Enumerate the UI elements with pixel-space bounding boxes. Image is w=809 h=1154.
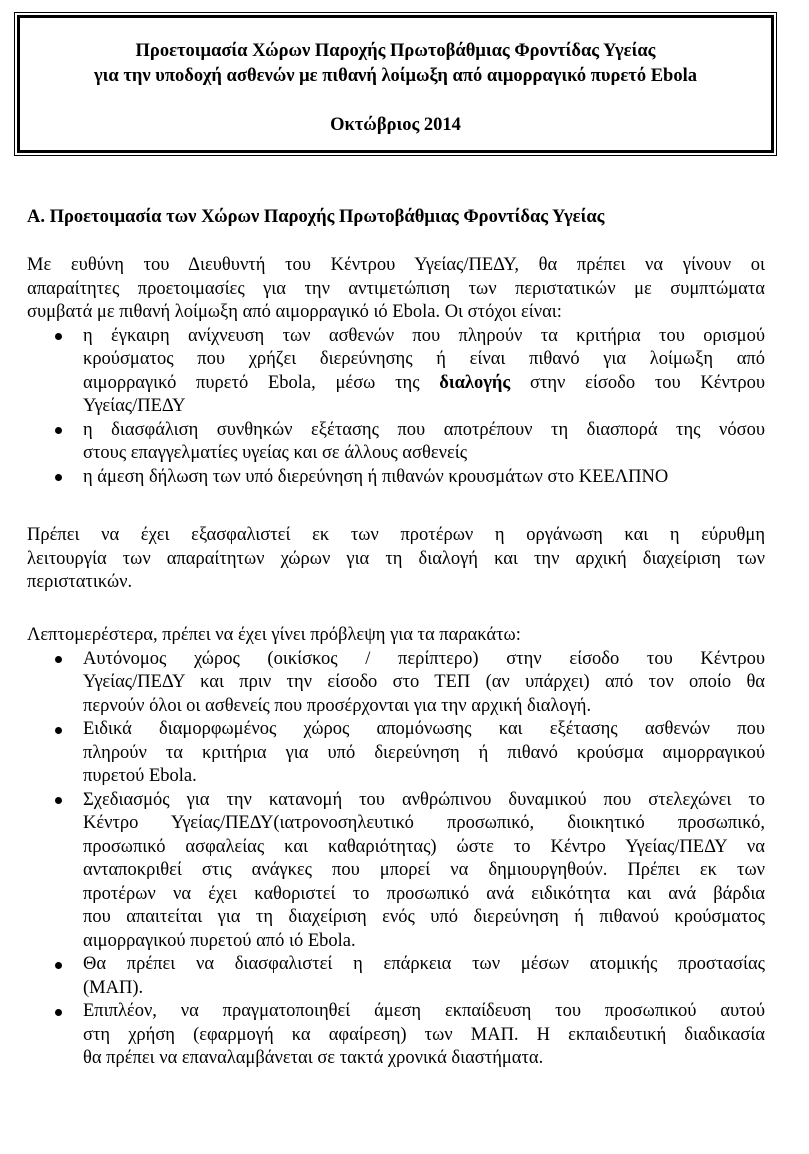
text-line: πυρετού Ebola. xyxy=(83,766,197,786)
section-a-heading: Α. Προετοιμασία των Χώρων Παροχής Πρωτοβάθμιας Φροντίδας Υγείας xyxy=(27,207,605,227)
text-line: η άμεση δήλωση των υπό διερεύνηση ή πιθανών κρουσμάτων στο ΚΕΕΛΠΝΟ xyxy=(83,466,669,487)
list-item xyxy=(27,648,765,719)
text-line: συμβατά με πιθανή λοίμωξη από αιμορραγικό ιό Ebola. Οι στόχοι είναι: xyxy=(27,302,562,322)
bullet-icon xyxy=(55,474,62,481)
text-line: πληρούν τα κριτήρια για υπό διερεύνηση ή πιθανό κρούσμα αιμορραγικού xyxy=(83,742,765,763)
text-line: λειτουργία των απαραίτητων χώρων για τη διαλογή και την αρχική διαχείριση των xyxy=(27,548,765,569)
text-line: στους επαγγελματίες υγείας και σε άλλους ασθενείς xyxy=(83,443,468,463)
text-line: που απαιτείται για τη διαχείριση ενός υπό διερεύνηση ή πιθανού κρούσματος xyxy=(83,907,765,927)
text-line: η διασφάλιση συνθηκών εξέτασης που αποτρέπουν τη διασπορά της νόσου xyxy=(83,419,765,440)
text-line: Ειδικά διαμορφωμένος χώρος απομόνωσης και εξέτασης ασθενών που xyxy=(83,719,765,739)
document-title-line-2: για την υποδοχή ασθενών με πιθανή λοίμωξη από αιμορραγικό πυρετό Ebola xyxy=(94,66,697,86)
list-item xyxy=(27,953,765,1000)
list-item xyxy=(27,718,765,789)
text-line: προσωπικό ασφαλείας και καθαριότητας) ώστε το Κέντρο Υγείας/ΠΕΔΥ να xyxy=(83,836,765,857)
bullet-icon xyxy=(55,962,62,969)
details-block xyxy=(27,624,765,1071)
details-list xyxy=(27,648,765,1071)
text-line: Υγείας/ΠΕΔΥ xyxy=(83,396,186,416)
text-line: ανταποκριθεί στις ανάγκες που μπορεί να δημιουργηθούν. Πρέπει εκ των xyxy=(83,860,765,880)
text-line: κρούσματος που χρήζει διερεύνησης ή είναι πιθανό για λοίμωξη από xyxy=(83,349,765,369)
text-line: Με ευθύνη του Διευθυντή του Κέντρου Υγείας/ΠΕΔΥ, θα πρέπει να γίνουν οι xyxy=(27,255,765,275)
bullet-icon xyxy=(55,656,62,663)
list-item xyxy=(27,1000,765,1071)
text-line: Επιπλέον, να πραγματοποιηθεί άμεση εκπαίδευση του προσωπικού αυτού xyxy=(83,1001,765,1021)
text-line: περνούν όλοι οι ασθενείς που προσέρχονται για την αρχική διαλογή. xyxy=(83,695,592,716)
text-line: Αυτόνομος χώρος (οικίσκος / περίπτερο) στην είσοδο του Κέντρου xyxy=(83,648,765,669)
text-line: στη χρήση (εφαρμογή κα αφαίρεση) των ΜΑΠ. Η εκπαιδευτική διαδικασία xyxy=(83,1024,765,1045)
details-intro xyxy=(27,624,765,648)
intro-paragraph xyxy=(27,254,765,325)
bullet-icon xyxy=(55,727,62,734)
text-line: αιμορραγικού πυρετού από ιό Ebola. xyxy=(83,930,356,951)
goals-list xyxy=(27,325,765,490)
text-fragment: στην είσοδο του Κέντρου xyxy=(510,372,766,393)
intro-block xyxy=(27,254,765,489)
text-line: θα πρέπει να επαναλαμβάνεται σε τακτά χρονικά διαστήματα. xyxy=(83,1048,544,1068)
bullet-icon xyxy=(55,333,62,340)
text-line: απαραίτητες προετοιμασίες για την αντιμετώπιση των περιστατικών με συμπτώματα xyxy=(27,278,765,299)
list-item xyxy=(27,789,765,954)
document-title-line-1: Προετοιμασία Χώρων Παροχής Πρωτοβάθμιας Φροντίδας Υγείας xyxy=(135,41,656,61)
list-item xyxy=(27,325,765,419)
bullet-icon xyxy=(55,797,62,804)
bullet-icon xyxy=(55,427,62,434)
text-line: η έγκαιρη ανίχνευση των ασθενών που πληρούν τα κριτήρια του ορισμού xyxy=(83,325,765,346)
list-item xyxy=(27,419,765,466)
text-line: προτέρων να έχει καθοριστεί το προσωπικό ανά ειδικότητα και ανά βάρδια xyxy=(83,883,765,904)
list-item xyxy=(27,466,765,490)
text-line: Θα πρέπει να διασφαλιστεί η επάρκεια των μέσων ατομικής προστασίας xyxy=(83,954,765,974)
text-line: Λεπτομερέστερα, πρέπει να έχει γίνει πρόβλεψη για τα παρακάτω: xyxy=(27,625,521,645)
text-line: Κέντρο Υγείας/ΠΕΔΥ(ιατρονοσηλευτικό προσωπικό, διοικητικό προσωπικό, xyxy=(83,813,765,833)
text-line: Πρέπει να έχει εξασφαλιστεί εκ των προτέρων η οργάνωση και η εύρυθμη xyxy=(27,525,765,545)
bullet-icon xyxy=(55,1009,62,1016)
text-line: περιστατικών. xyxy=(27,572,133,592)
organization-block xyxy=(27,524,765,595)
title-box xyxy=(17,15,774,153)
document-date: Οκτώβριος 2014 xyxy=(330,115,461,135)
text-line: (ΜΑΠ). xyxy=(83,977,144,998)
text-line xyxy=(83,372,765,396)
text-line: Υγείας/ΠΕΔΥ και πριν την είσοδο στο ΤΕΠ (αν υπάρχει) από τον οποίο θα xyxy=(83,672,765,692)
text-fragment: αιμορραγικό πυρετό Ebola, μέσω της xyxy=(83,372,440,393)
text-line: Σχεδιασμός για την κατανομή του ανθρώπινου δυναμικού που στελεχώνει το xyxy=(83,789,765,810)
emphasis-triage: διαλογής xyxy=(439,372,511,393)
organization-paragraph xyxy=(27,524,765,595)
